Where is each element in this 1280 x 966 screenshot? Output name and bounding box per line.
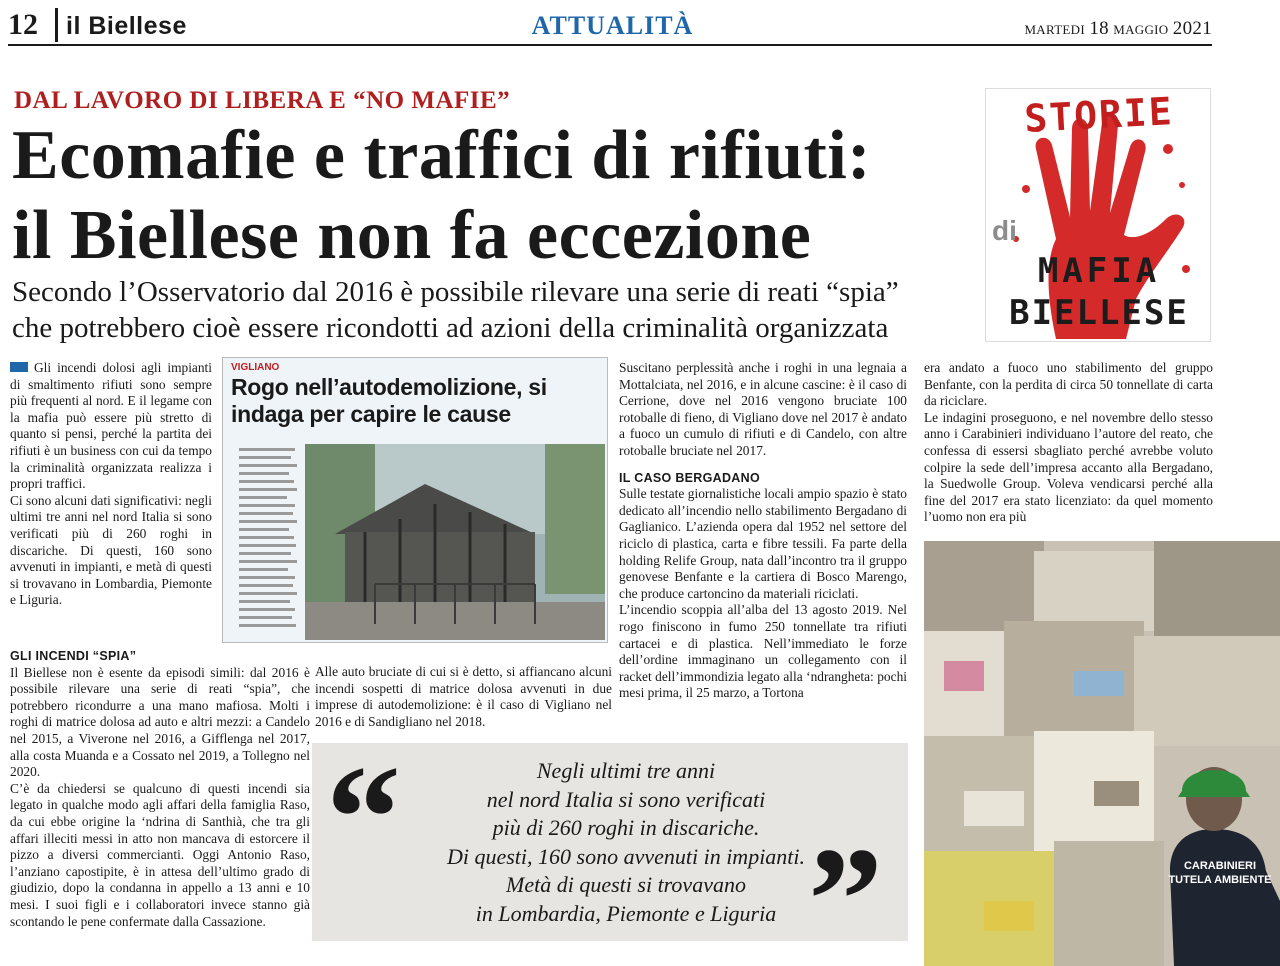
open-quote-icon: “ <box>326 735 401 901</box>
logo-word-di: di <box>992 215 1017 246</box>
clipping-tag: VIGLIANO <box>231 362 280 373</box>
section-subtitle: GLI INCENDI “SPIA” <box>10 649 137 663</box>
body-column-3 <box>619 360 907 702</box>
headline-line-1: Ecomafie e traffici di rifiuti: <box>12 117 872 194</box>
body-paragraph: Alle auto bruciate di cui si è detto, si affiancano alcuni incendi sospetti di matrice dolosa avvenuti in due imprese di autodemolizione: è il caso di Vigliano nel 2016 e di Sandigliano nel 2018. <box>315 664 612 729</box>
body-column-1-bottom <box>10 642 310 930</box>
body-paragraph: Gli incendi dolosi agli impianti di smaltimento rifiuti sono sempre più frequenti al nord. E il legame con la mafia può essere più stretto di quanto si pensi, perché la partita dei rifiuti è un business con cui da tempo la criminalità organizzata realizza i propri traffici. <box>10 360 212 492</box>
body-column-2 <box>315 664 612 730</box>
body-paragraph: Suscitano perplessità anche i roghi in una legnaia a Mottalciata, nel 2016, e in alcune cascine: è il caso di Cerrione, dove nel 2016 vengono bruciate 100 rotoballe di fieno, di Vigliano dove nel 2017 è andato a fuoco un cumulo di rifiuti e di Candelo, con altre rotoballe bruciate nel 2017. <box>619 360 907 458</box>
date-year: 2021 <box>1172 18 1212 39</box>
body-column-1-top <box>10 360 212 609</box>
clipping-text-placeholder <box>239 446 299 636</box>
quote-line: nel nord Italia si sono verificati <box>486 786 766 812</box>
vest-text-line-2: TUTELA AMBIENTE <box>1168 874 1272 886</box>
page-number: 12 <box>8 8 38 41</box>
issue-date <box>1024 18 1212 41</box>
date-day-number: 18 <box>1089 18 1109 39</box>
waste-heap-photo <box>924 541 1280 966</box>
quote-line: Di questi, 160 sono avvenuti in impianti. <box>446 843 806 869</box>
body-paragraph: L’incendio scoppia all’alba del 13 agosto 2019. Nel rogo finiscono in fumo 250 tonnellate tra rifiuti cartacei e di plastica. Nell’immediato le forze dell’ordine immaginano un collegamento con il racket dell’immondizia legato alla ‘ndrangheta: pochi mesi prima, il 25 marzo, a Tortona <box>619 602 907 701</box>
subhead-line-2: che potrebbero cioè essere ricondotti ad azioni della criminalità organizzata <box>12 312 889 344</box>
date-weekday: MARTEDI <box>1024 22 1085 37</box>
logo-word-biellese: BIELLESE <box>1009 293 1189 333</box>
subhead-line-1: Secondo l’Osservatorio dal 2016 è possibile rilevare una serie di reati “spia” <box>12 276 899 308</box>
body-paragraph: era andato a fuoco uno stabilimento del gruppo Benfante, con la perdita di circa 50 tonnellate di carta da riciclare. <box>924 360 1213 409</box>
logo-word-storie: STORIE <box>1023 89 1175 141</box>
section-title: ATTUALITÀ <box>531 11 694 40</box>
vest-text-line-1: CARABINIERI <box>1183 860 1257 872</box>
series-logo <box>985 88 1211 342</box>
logo-word-mafia: MAFIA <box>1037 251 1161 291</box>
body-paragraph: Ci sono alcuni dati significativi: negli ultimi tre anni nel nord Italia si sono verificati più di 260 roghi in discariche. Di questi, 160 sono avvenuti in impianti, e metà di questi si trovavano in Lombardia, Piemonte e Liguria. <box>10 492 212 608</box>
body-paragraph: Le indagini proseguono, e nel novembre dello stesso anno i Carabinieri individuano l’autore del reato, che confessa di essersi sbagliato perché avrebbe voluto colpire la sede dell’impresa accanto alla Bergadano, la Suedwolle Group. Voleva vendicarsi perché alla fine del 2017 era stato licenziato: da quel momento l’uomo non era più <box>924 409 1213 525</box>
waste-heap-illustration <box>924 541 1280 966</box>
headline-line-2: il Biellese non fa eccezione <box>12 197 812 274</box>
quote-line: Negli ultimi tre anni <box>536 758 716 783</box>
header-rule <box>8 44 1212 46</box>
quote-line: in Lombardia, Piemonte e Liguria <box>475 900 777 926</box>
article-clipping-image <box>222 357 608 643</box>
article-kicker: DAL LAVORO DI LIBERA E “NO MAFIE” <box>14 87 511 114</box>
body-column-4 <box>924 360 1213 526</box>
quote-line: più di 260 roghi in discariche. <box>492 815 760 840</box>
article-subheadline <box>12 274 972 346</box>
clipping-title: Rogo nell’autodemolizione, si indaga per capire le cause <box>231 374 547 427</box>
clipping-text-lines <box>239 446 299 639</box>
quote-line: Metà di questi si trovavano <box>506 872 746 897</box>
body-paragraph: Sulle testate giornalistiche locali ampio spazio è stato dedicato all’incendio nello stabilimento Bergadano di Gaglianico. L’azienda opera dal 1952 nel settore del riciclo di plastica, carta e fibre tessili. Fa parte della holding Relife Group, nata dall’incontro tra il gruppo genovese Benfante e la cartiera di Bosco Marengo, che produce cartoncino da materiali riciclati. <box>619 486 907 601</box>
pull-quote-text <box>396 757 856 928</box>
body-paragraph: Il Biellese non è esente da episodi simili: dal 2016 è possibile rilevare una serie di reati “spia”, che potrebbero ricondurre a una mano mafiosa. Molti i roghi di matrice dolosa ad auto e altri mezzi: a Candelo nel 2015, a Viverone nel 2016, a Gifflenga nel 2017, alla costa Muanda e a Cossato nel 2019, a Tollegno nel 2020. <box>10 664 310 780</box>
article-headline <box>12 116 972 276</box>
date-month: MAGGIO <box>1113 22 1169 37</box>
body-paragraph: C’è da chiedersi se qualcuno di questi incendi sia legato in qualche modo agli affari della famiglia Raso, da cui ebbe origine la ‘ndrina di Santhià, che tra gli affari illeciti messi in atto non mancava di estorcere il pizzo a diversi commercianti. Oggi Antonio Raso, l’anziano capostipite, è in attesa dell’ultimo grado di giudizio, dopo la condanna in appello a 13 anni e 10 mesi. I suoi figli e i collaboratori invece stanno già scontando le pene confermate dalla Cassazione. <box>10 780 310 929</box>
masthead-logo: il Biellese <box>66 12 187 40</box>
section-subtitle: IL CASO BERGADANO <box>619 470 760 485</box>
burned-building-illustration <box>305 444 605 640</box>
burned-building-photo <box>305 444 605 640</box>
pull-quote <box>312 735 908 966</box>
close-quote-icon: ” <box>808 817 883 966</box>
paragraph-bullet-icon <box>10 362 28 372</box>
